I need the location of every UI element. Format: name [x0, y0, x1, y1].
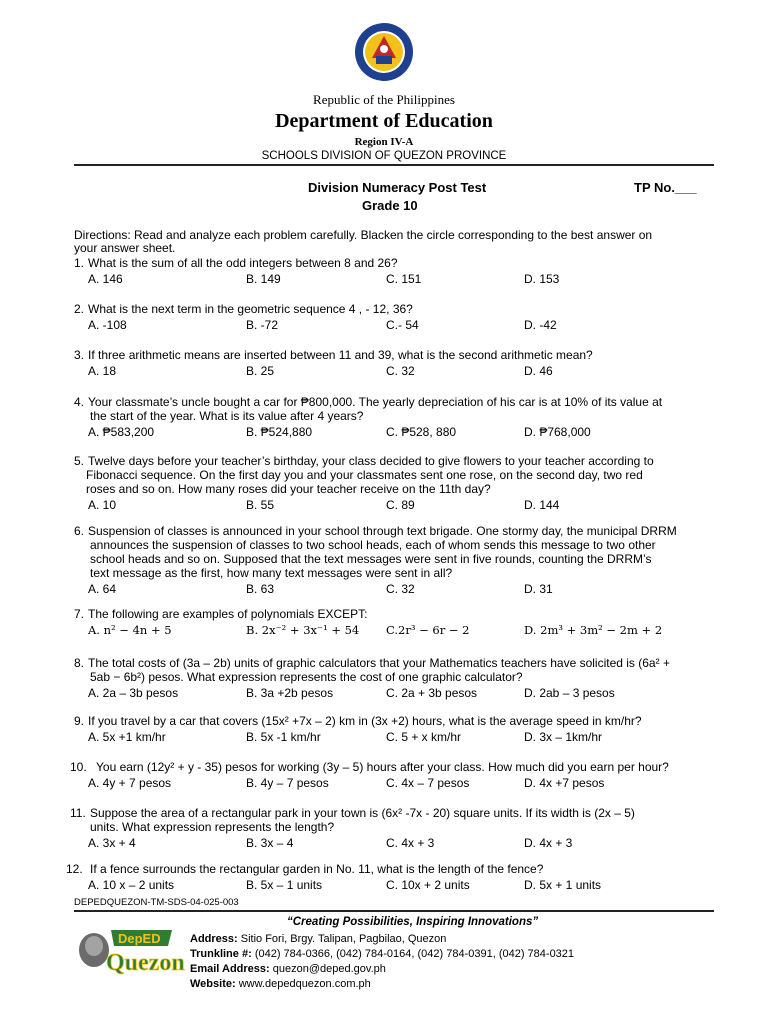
question-text-line: What is the next term in the geometric sequence 4 , - 12, 36?	[88, 302, 413, 316]
question-number: 4.	[74, 395, 85, 409]
answer-option-a: A. n² − 4n + 5	[88, 623, 172, 637]
question-text-line: roses and so on. How many roses did your teacher receive on the 11th day?	[86, 482, 491, 496]
header-divider	[74, 164, 714, 166]
division-text: SCHOOLS DIVISION OF QUEZON PROVINCE	[261, 150, 507, 162]
question-number: 9.	[74, 714, 85, 728]
question-text-line: Fibonacci sequence. On the first day you and your classmates sent one rose, on the second day, two red	[86, 468, 643, 482]
question-text-line: What is the sum of all the odd integers between 8 and 26?	[88, 256, 398, 270]
answer-option-b: B. 149	[246, 272, 281, 286]
answer-option-b: B. 63	[246, 582, 275, 596]
footer-website	[190, 978, 371, 990]
answer-option-a: A. 10	[88, 498, 117, 512]
question-text-line: The following are examples of polynomials EXCEPT:	[88, 607, 368, 621]
document-code: DEPEDQUEZON-TM-SDS-04-025-003	[74, 897, 239, 908]
answer-option-d: D. 5x + 1 units	[524, 878, 602, 892]
answer-option-a: A. 146	[88, 272, 123, 286]
question-number: 3.	[74, 348, 85, 362]
republic-text: Republic of the Philippines	[313, 92, 455, 107]
tp-number: TP No.___	[634, 180, 697, 195]
answer-option-d: D. 144	[524, 498, 560, 512]
answer-option-c: C. 32	[386, 364, 415, 378]
question-text-line: Suspension of classes is announced in your school through text brigade. One stormy day, the municipal DRRM	[88, 524, 677, 538]
question-number: 8.	[74, 656, 85, 670]
answer-option-d: D. 2m³ + 3m² − 2m + 2	[524, 623, 663, 637]
answer-option-b: B. 5x -1 km/hr	[246, 730, 321, 744]
address-label: Address:	[190, 933, 238, 945]
question-text-line: If three arithmetic means are inserted between 11 and 39, what is the second arithmetic mean?	[88, 348, 593, 362]
question-text-line: If you travel by a car that covers (15x² +7x – 2) km in (3x +2) hours, what is the average speed in km/hr?	[88, 714, 642, 728]
answer-option-c: C. 5 + x km/hr	[386, 730, 462, 744]
answer-option-d: D. 153	[524, 272, 560, 286]
test-title: Division Numeracy Post Test	[308, 180, 487, 195]
answer-option-d: D. 46	[524, 364, 553, 378]
trunkline-label: Trunkline #:	[190, 948, 252, 960]
department-title: Department of Education	[275, 110, 493, 132]
website-label: Website:	[190, 978, 236, 990]
question-text-line: school heads and so on. Supposed that the text messages were sent in five rounds, counting the DRRM’s	[90, 552, 652, 566]
answer-option-c: C. 10x + 2 units	[386, 878, 470, 892]
address-value: Sitio Fori, Brgy. Talipan, Pagbilao, Quezon	[240, 933, 447, 945]
answer-option-b: B. -72	[246, 318, 279, 332]
answer-option-b: B. 5x – 1 units	[246, 878, 323, 892]
question-number: 6.	[74, 524, 85, 538]
answer-option-c: C.- 54	[386, 318, 419, 332]
question-number: 1.	[74, 256, 85, 270]
region-text: Region IV-A	[354, 136, 414, 148]
question-number: 7.	[74, 607, 85, 621]
question-text-line: If a fence surrounds the rectangular garden in No. 11, what is the length of the fence?	[90, 862, 544, 876]
question-text-line: You earn (12y² + y - 35) pesos for working (3y – 5) hours after your class. How much did you earn per hour?	[96, 760, 669, 774]
website-link[interactable]: www.depedquezon.com.ph	[238, 978, 371, 990]
answer-option-d: D. ₱768,000	[524, 425, 591, 439]
question-number: 5.	[74, 454, 85, 468]
answer-option-b: B. ₱524,880	[246, 425, 313, 439]
answer-option-a: A. 3x + 4	[88, 836, 136, 850]
answer-option-a: A. -108	[88, 318, 127, 332]
question-number: 12.	[66, 862, 83, 876]
answer-option-a: A. 4y + 7 pesos	[88, 776, 172, 790]
trunkline-value: (042) 784-0366, (042) 784-0164, (042) 784-0391, (042) 784-0321	[254, 948, 575, 960]
footer-divider	[74, 910, 714, 912]
logo-quezon-text: Quezon	[106, 950, 185, 976]
question-text-line: Suppose the area of a rectangular park in your town is (6x² -7x - 20) square units. If its width is (2x – 5)	[90, 806, 635, 820]
deped-quezon-logo	[76, 922, 185, 980]
answer-option-b: B. 3x – 4	[246, 836, 294, 850]
answer-option-c: C. 2a + 3b pesos	[386, 686, 478, 700]
grade-label: Grade 10	[362, 198, 418, 213]
answer-option-d: D. 4x +7 pesos	[524, 776, 605, 790]
question-text-line: text message as the first, how many text messages were sent in all?	[90, 566, 453, 580]
answer-option-a: A. ₱583,200	[88, 425, 155, 439]
email-link[interactable]: quezon@deped.gov.ph	[272, 963, 386, 975]
question-text-line: 5ab − 6b²) pesos. What expression represents the cost of one graphic calculator?	[90, 670, 523, 684]
question-text-line: announces the suspension of classes to two school heads, each of whom sends this message to two other	[90, 538, 656, 552]
answer-option-a: A. 64	[88, 582, 117, 596]
answer-option-a: A. 5x +1 km/hr	[88, 730, 166, 744]
answer-option-c: C. 4x – 7 pesos	[386, 776, 470, 790]
question-text-line: The total costs of (3a – 2b) units of graphic calculators that your Mathematics teachers have solicited is (6a² +	[88, 656, 670, 670]
question-number: 10.	[70, 760, 87, 774]
footer-email	[190, 963, 386, 975]
logo-deped-text: DepED	[118, 931, 161, 946]
question-text-line: Your classmate’s uncle bought a car for ₱800,000. The yearly depreciation of his car is at 10% of its value at	[88, 395, 663, 409]
answer-option-d: D. 31	[524, 582, 553, 596]
answer-option-d: D. 3x – 1km/hr	[524, 730, 603, 744]
answer-option-d: D. 2ab – 3 pesos	[524, 686, 615, 700]
answer-option-c: C.2r³ − 6r − 2	[386, 623, 470, 637]
deped-seal	[354, 22, 414, 82]
answer-option-c: C. 89	[386, 498, 415, 512]
answer-option-d: D. -42	[524, 318, 557, 332]
question-number: 11.	[70, 806, 86, 820]
footer-address	[190, 933, 446, 945]
question-text-line: Twelve days before your teacher’s birthday, your class decided to give flowers to your teacher according to	[88, 454, 654, 468]
footer-trunkline	[190, 948, 574, 960]
answer-option-b: B. 3a +2b pesos	[246, 686, 334, 700]
answer-option-c: C. 151	[386, 272, 422, 286]
email-label: Email Address:	[190, 963, 270, 975]
answer-option-c: C. ₱528, 880	[386, 425, 457, 439]
answer-option-b: B. 55	[246, 498, 275, 512]
answer-option-a: A. 18	[88, 364, 117, 378]
directions-line-2: your answer sheet.	[74, 241, 176, 255]
answer-option-d: D. 4x + 3	[524, 836, 573, 850]
tagline: “Creating Possibilities, Inspiring Innovations”	[287, 916, 539, 928]
answer-option-b: B. 4y – 7 pesos	[246, 776, 329, 790]
answer-option-c: C. 32	[386, 582, 415, 596]
answer-option-b: B. 25	[246, 364, 275, 378]
question-number: 2.	[74, 302, 85, 316]
answer-option-a: A. 2a – 3b pesos	[88, 686, 179, 700]
directions-line-1: Directions: Read and analyze each problem carefully. Blacken the circle corresponding to the best answer on	[74, 228, 653, 242]
answer-option-b: B. 2x⁻² + 3x⁻¹ + 54	[246, 623, 360, 637]
question-text-line: the start of the year. What is its value after 4 years?	[90, 409, 364, 423]
question-text-line: units. What expression represents the length?	[90, 820, 335, 834]
answer-option-c: C. 4x + 3	[386, 836, 435, 850]
answer-option-a: A. 10 x – 2 units	[88, 878, 175, 892]
